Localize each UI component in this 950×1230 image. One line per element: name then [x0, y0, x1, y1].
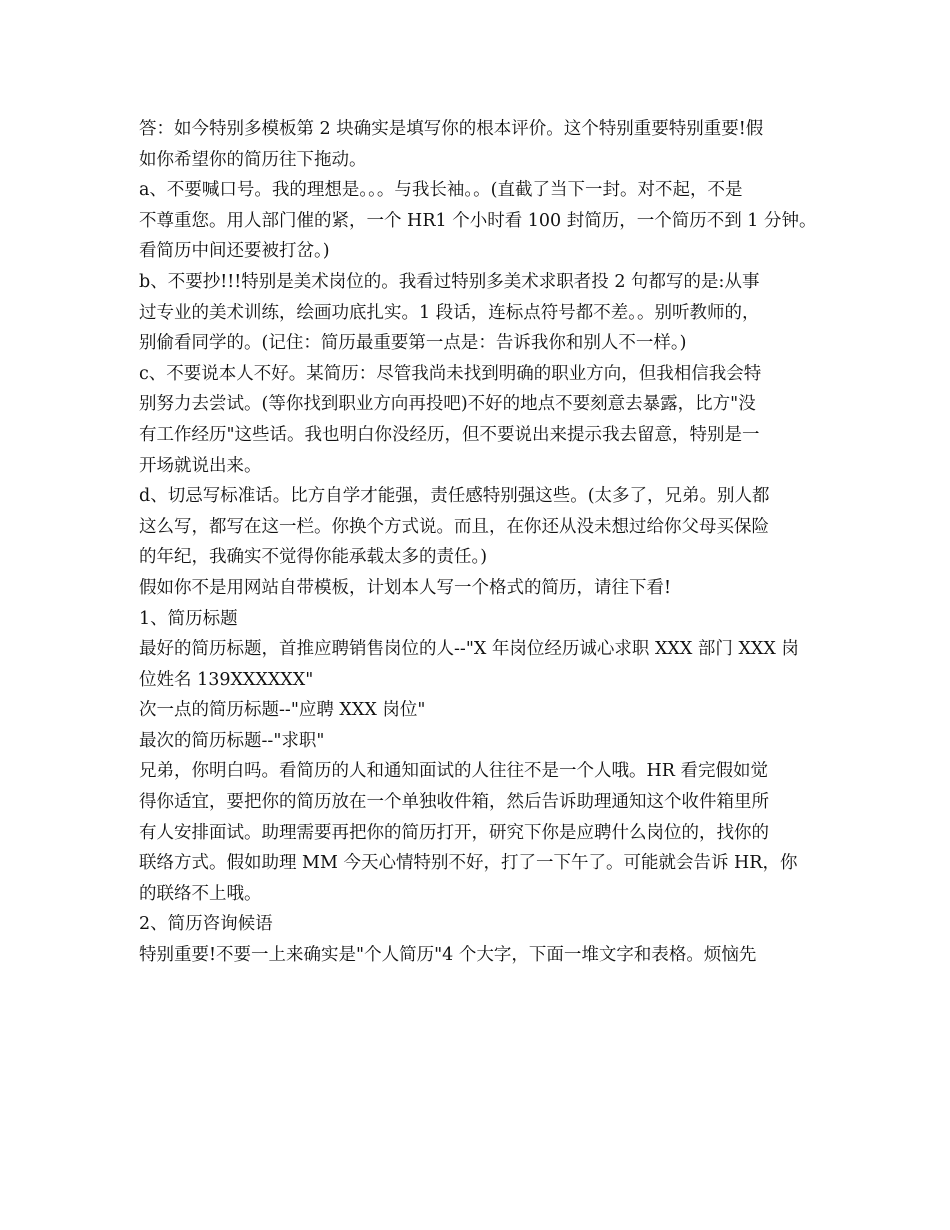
- text-line: b、不要抄!!!特别是美术岗位的。我看过特别多美术求职者投 2 句都写的是:从事: [139, 271, 760, 292]
- section-heading: 1、简历标题: [139, 608, 238, 629]
- text-line: c、不要说本人不好。某简历：尽管我尚未找到明确的职业方向，但我相信我会特: [139, 363, 762, 384]
- text-line: 最好的简历标题，首推应聘销售岗位的人--"X 年岗位经历诚心求职 XXX 部门 XXX 岗: [139, 639, 799, 660]
- text-line: 别努力去尝试。(等你找到职业方向再投吧)不好的地点不要刻意去暴露，比方"没: [139, 394, 756, 415]
- text-line: a、不要喊口号。我的理想是。。。与我长袖。。(直截了当下一封。对不起，不是: [139, 180, 743, 201]
- text-line: 位姓名 139XXXXXX": [139, 669, 314, 690]
- text-line: 得你适宜，要把你的简历放在一个单独收件箱，然后告诉助理通知这个收件箱里所: [139, 792, 769, 813]
- text-line: 假如你不是用网站自带模板，计划本人写一个格式的简历，请往下看!: [139, 577, 672, 598]
- text-line: 特别重要!不要一上来确实是"个人简历"4 个大字，下面一堆文字和表格。烦恼先: [139, 945, 757, 966]
- text-line: 兄弟，你明白吗。看简历的人和通知面试的人往往不是一个人哦。HR 看完假如觉: [139, 761, 768, 782]
- text-line: 答：如今特别多模板第 2 块确实是填写你的根本评价。这个特别重要特别重要!假: [139, 119, 764, 139]
- text-line: 有人安排面试。助理需要再把你的简历打开，研究下你是应聘什么岗位的，找你的: [139, 822, 769, 843]
- text-line: 的联络不上哦。: [139, 883, 262, 904]
- text-line: 开场就说出来。: [139, 455, 262, 476]
- text-line: 如你希望你的简历往下拖动。: [139, 149, 367, 170]
- text-line: 看简历中间还要被打岔。): [139, 241, 330, 262]
- text-line: 过专业的美术训练，绘画功底扎实。1 段话，连标点符号都不差。。别听教师的，: [139, 302, 760, 323]
- text-line: 有工作经历"这些话。我也明白你没经历，但不要说出来提示我去留意，特别是一: [139, 424, 760, 445]
- text-line: 不尊重您。用人部门催的紧，一个 HR1 个小时看 100 封简历，一个简历不到 1 分钟。: [139, 210, 817, 231]
- text-line: d、切忌写标准话。比方自学才能强，责任感特别强这些。(太多了，兄弟。别人都: [139, 486, 770, 507]
- text-line: 联络方式。假如助理 MM 今天心情特别不好，打了一下午了。可能就会告诉 HR，你: [139, 853, 798, 874]
- text-line: 次一点的简历标题--"应聘 XXX 岗位": [139, 700, 426, 721]
- text-line: 别偷看同学的。(记住：简历最重要第一点是：告诉我你和别人不一样。): [139, 333, 687, 354]
- text-line: 的年纪，我确实不觉得你能承载太多的责任。): [139, 547, 488, 568]
- text-line: 这么写，都写在这一栏。你换个方式说。而且，在你还从没未想过给你父母买保险: [139, 516, 769, 537]
- text-line: 最次的简历标题--"求职": [139, 730, 325, 751]
- section-heading: 2、简历咨询候语: [139, 914, 273, 935]
- document-body: [139, 114, 819, 971]
